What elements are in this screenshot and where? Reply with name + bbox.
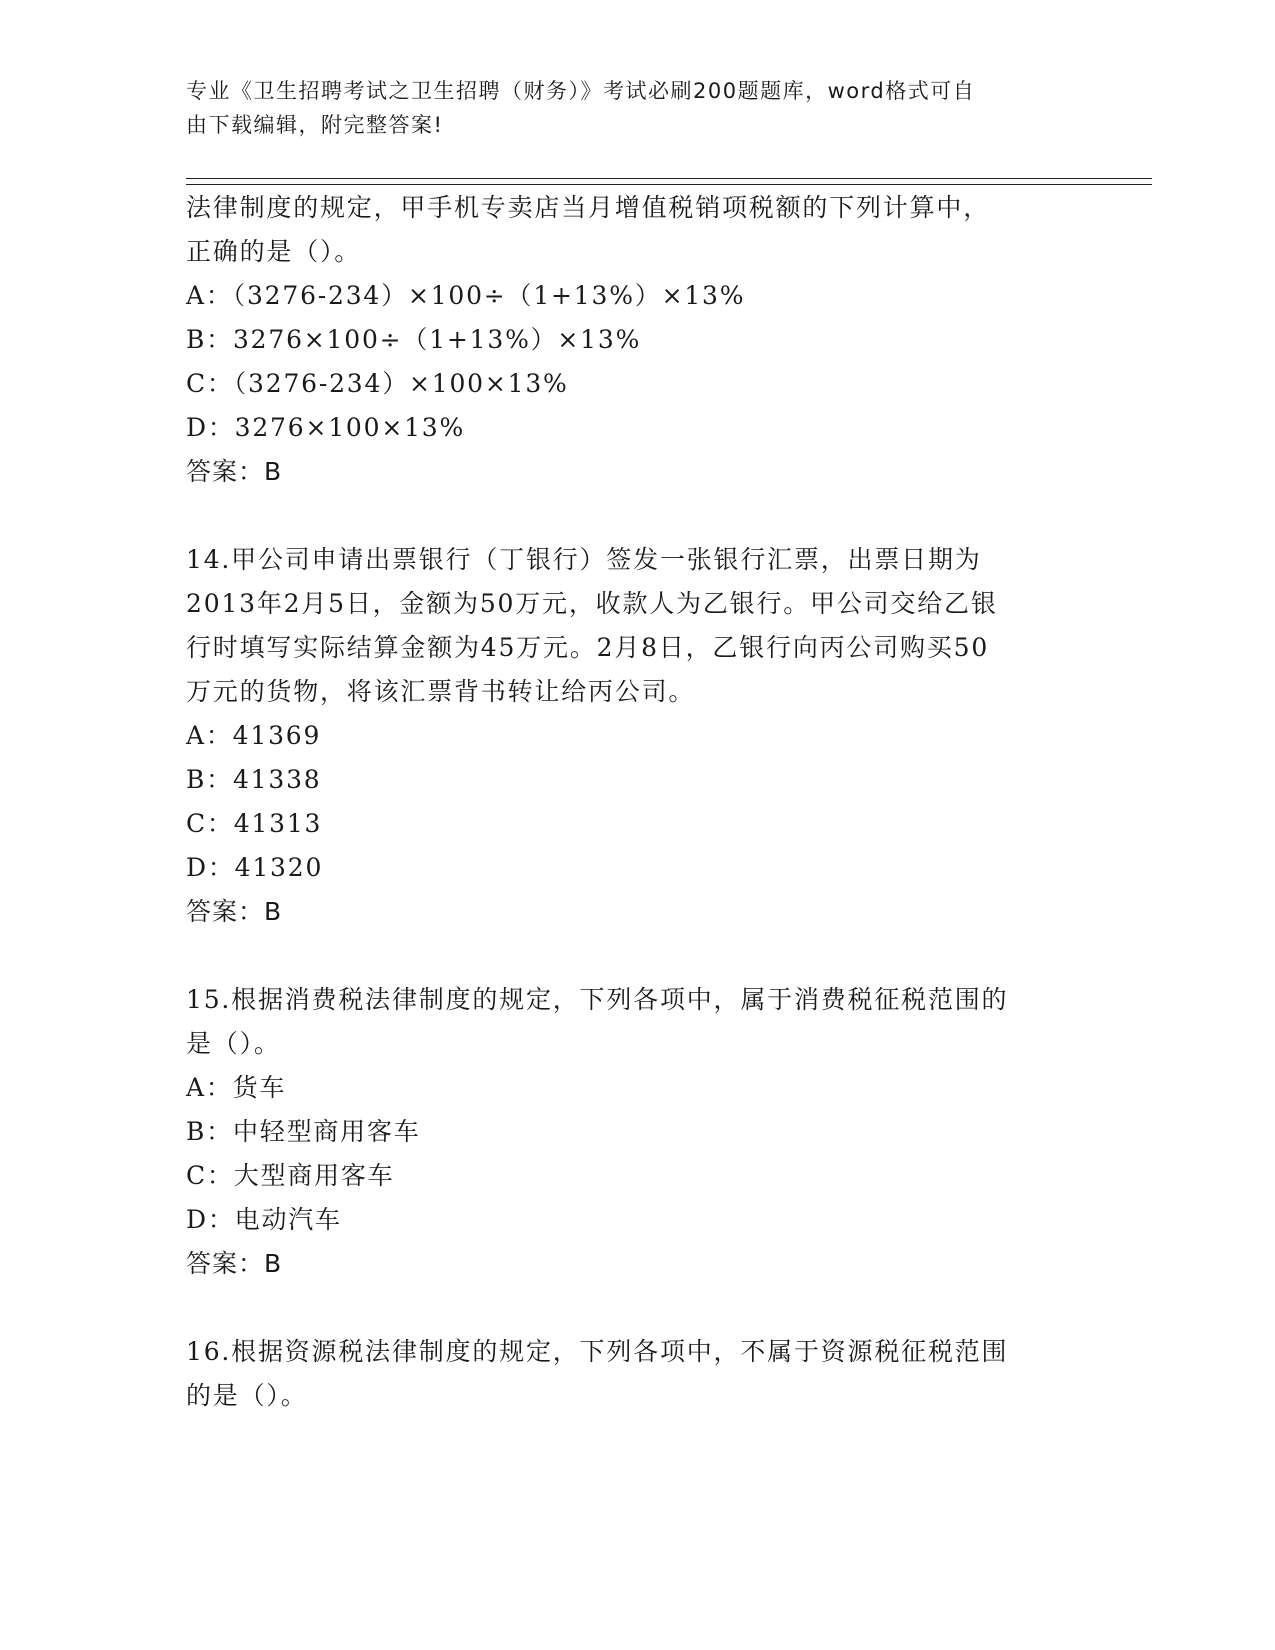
q14-option-a: A：41369 xyxy=(186,721,322,750)
q15-stem-line-1: 15.根据消费税法律制度的规定，下列各项中，属于消费税征税范围的 xyxy=(186,985,1009,1014)
q13-option-c: C：（3276-234）×100×13% xyxy=(186,369,569,398)
q14-stem-line-3: 行时填写实际结算金额为45万元。2月8日，乙银行向丙公司购买50 xyxy=(186,633,990,662)
q14-option-b: B：41338 xyxy=(186,765,322,794)
q13-option-d: D：3276×100×13% xyxy=(186,413,466,442)
header-divider-bottom xyxy=(186,184,1152,185)
q14-stem-line-2: 2013年2月5日，金额为50万元，收款人为乙银行。甲公司交给乙银 xyxy=(186,589,998,618)
header-divider-top xyxy=(186,178,1152,179)
q14-answer: 答案：B xyxy=(186,897,283,926)
q13-stem-line-2: 正确的是（）。 xyxy=(186,237,362,266)
q15-stem-line-2: 是（）。 xyxy=(186,1029,281,1058)
header-line-1: 专业《卫生招聘考试之卫生招聘（财务）》考试必刷200题题库，word格式可自 xyxy=(186,79,976,103)
header-line-2: 由下载编辑，附完整答案! xyxy=(186,113,444,137)
q13-stem-line-1: 法律制度的规定，甲手机专卖店当月增值税销项税额的下列计算中， xyxy=(186,193,991,222)
q16-stem-line-2: 的是（）。 xyxy=(186,1381,308,1410)
q15-answer: 答案：B xyxy=(186,1249,283,1278)
q14-stem-line-1: 14.甲公司申请出票银行（丁银行）签发一张银行汇票，出票日期为 xyxy=(186,545,982,574)
q14-stem-line-4: 万元的货物，将该汇票背书转让给丙公司。 xyxy=(186,677,696,706)
q13-answer: 答案：B xyxy=(186,457,283,486)
q16-stem-line-1: 16.根据资源税法律制度的规定，下列各项中，不属于资源税征税范围 xyxy=(186,1337,1009,1366)
q15-option-b: B：中轻型商用客车 xyxy=(186,1117,421,1146)
document-header xyxy=(186,74,1066,142)
q14-option-d: D：41320 xyxy=(186,853,324,882)
q15-option-d: D：电动汽车 xyxy=(186,1205,342,1234)
q13-option-b: B：3276×100÷（1+13%）×13% xyxy=(186,325,642,354)
q13-option-a: A：（3276-234）×100÷（1+13%）×13% xyxy=(186,281,746,310)
q14-option-c: C：41313 xyxy=(186,809,323,838)
q15-option-c: C：大型商用客车 xyxy=(186,1161,395,1190)
q15-option-a: A：货车 xyxy=(186,1073,287,1102)
